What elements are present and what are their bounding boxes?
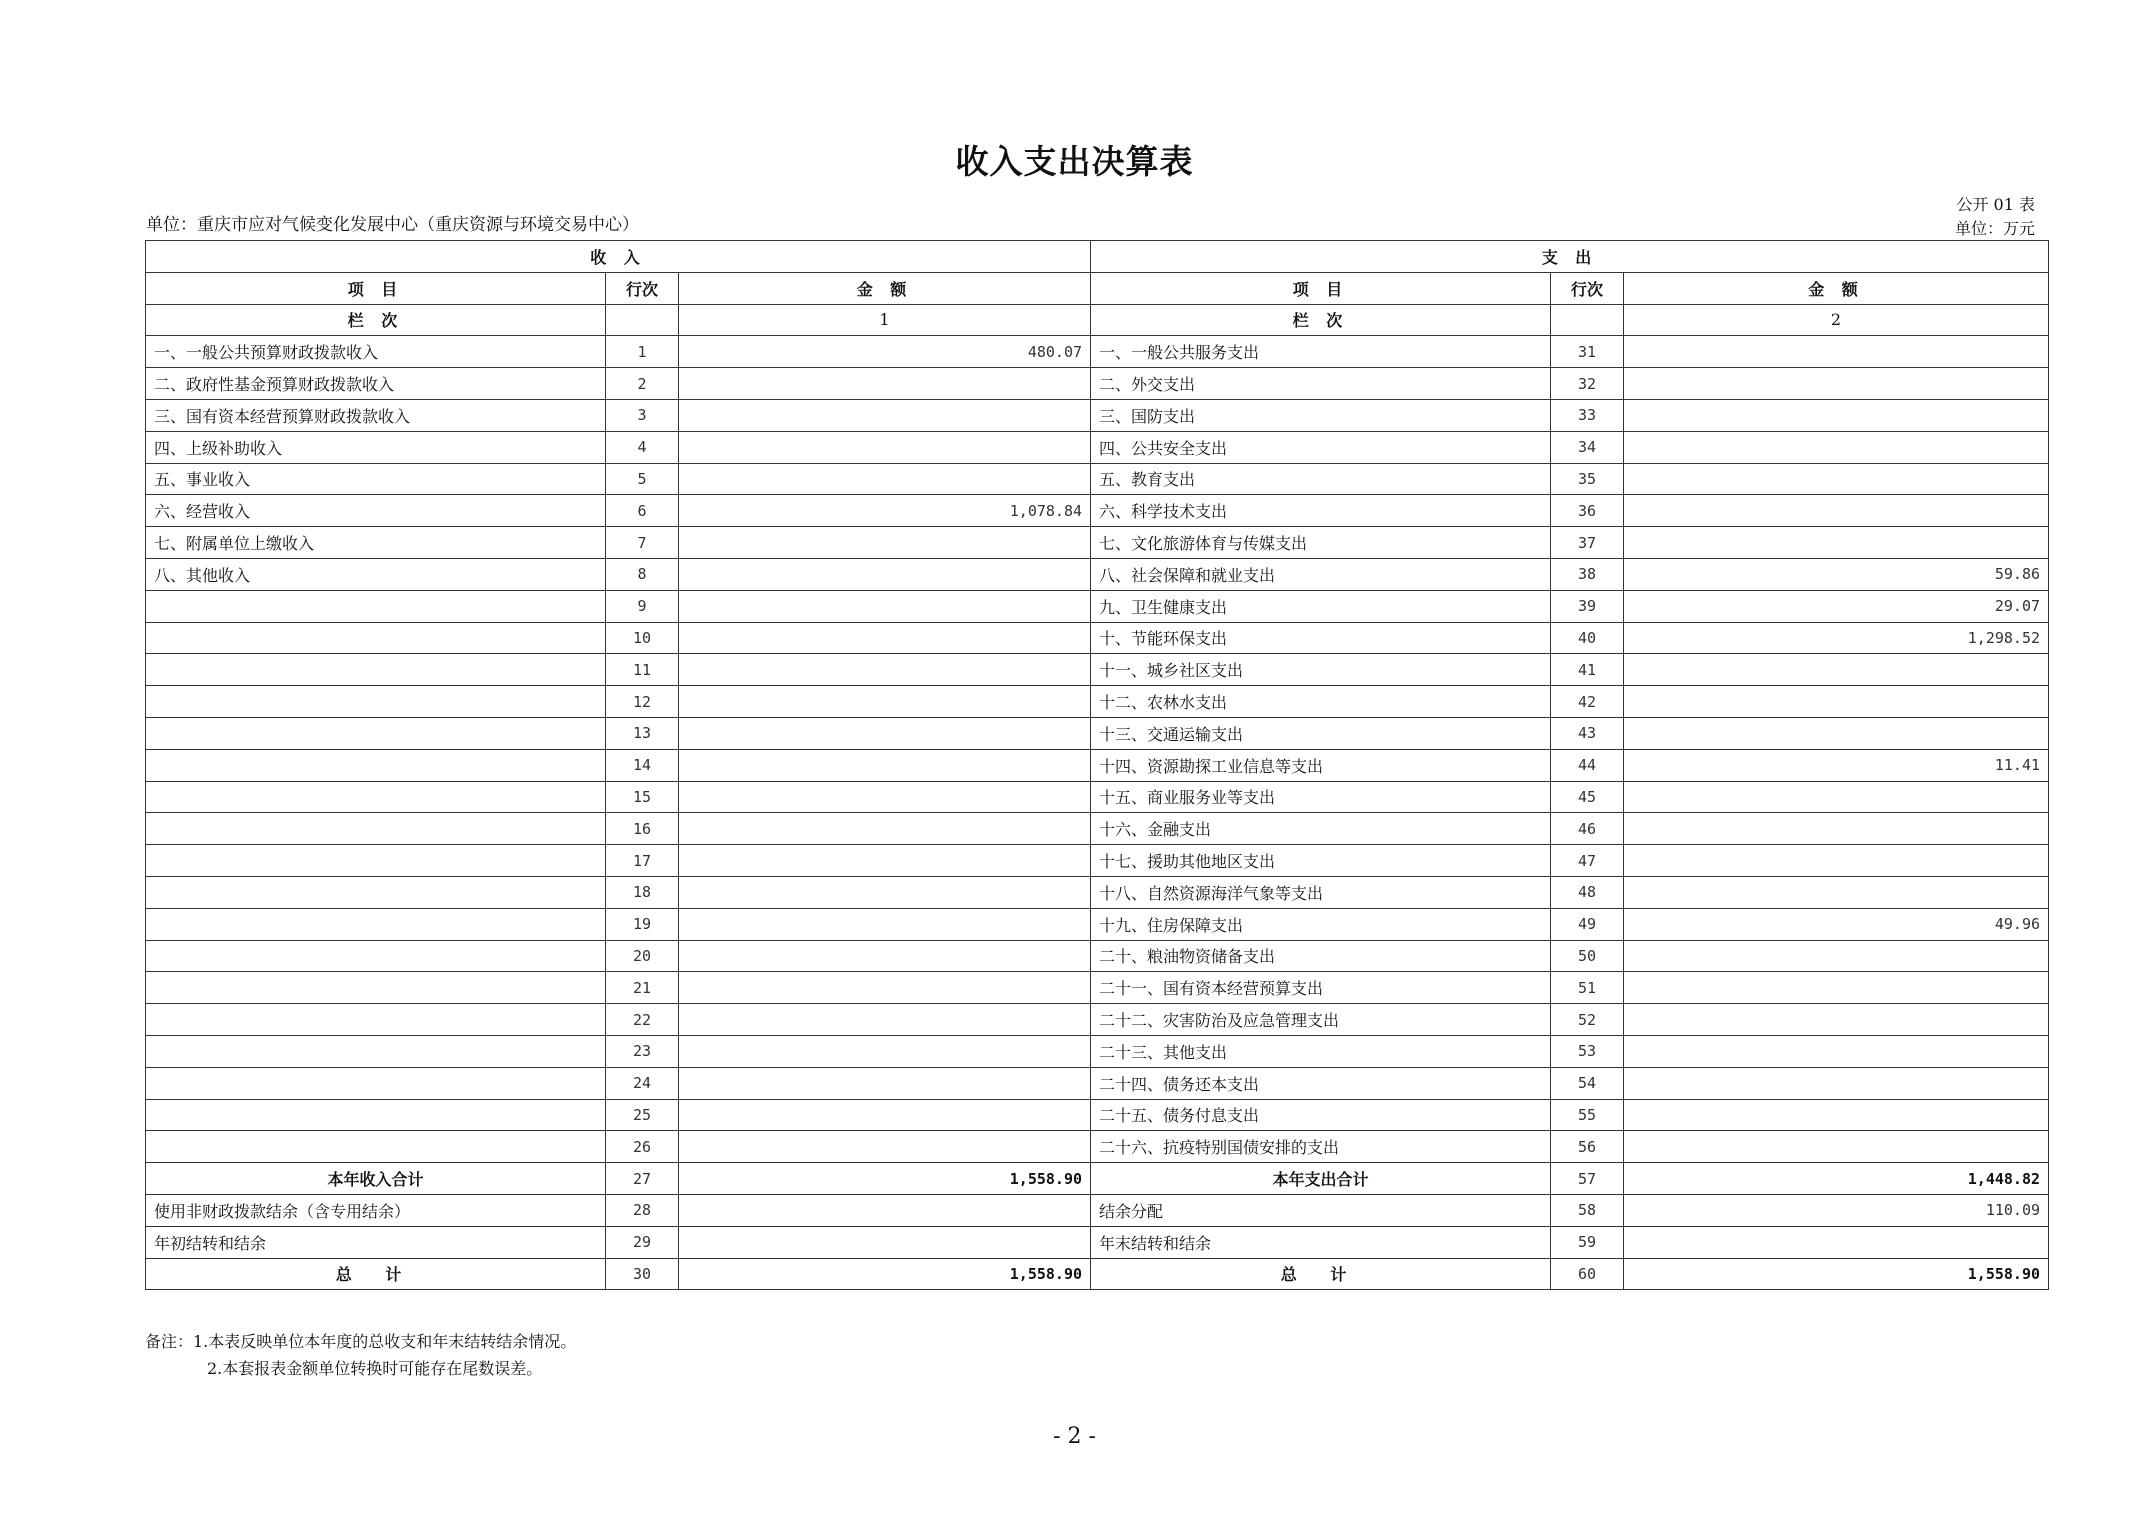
income-amount-cell: 480.07 [679,336,1091,368]
table-row [146,527,2049,559]
expense-amount-cell: 1,298.52 [1624,622,2049,654]
income-row-no-cell: 11 [606,654,679,686]
income-amount-cell [679,622,1091,654]
income-amount-cell [679,368,1091,400]
income-amount-cell [679,590,1091,622]
income-amount-cell [679,558,1091,590]
income-row-no-cell: 4 [606,431,679,463]
expense-amount-cell [1624,717,2049,749]
expense-row-no-cell: 44 [1551,749,1624,781]
income-item-cell [146,686,606,718]
income-amount-cell [679,399,1091,431]
income-amount-cell: 1,078.84 [679,495,1091,527]
nonfiscal-surplus-amount [679,1194,1091,1226]
income-amount-cell [679,431,1091,463]
expense-row-no-cell: 36 [1551,495,1624,527]
expense-item-cell: 二十一、国有资本经营预算支出 [1091,972,1551,1004]
income-item-cell: 七、附属单位上缴收入 [146,527,606,559]
grand-expense-total-amount: 1,558.90 [1624,1258,2049,1290]
expense-amount-cell [1624,813,2049,845]
page-number: - 2 - [1053,1424,1096,1449]
income-item-cell [146,813,606,845]
income-amount-cell [679,1035,1091,1067]
income-amount-cell [679,686,1091,718]
note-2: 2.本套报表金额单位转换时可能存在尾数误差。 [207,1359,543,1378]
income-amount-cell [679,876,1091,908]
expense-amount-cell [1624,1067,2049,1099]
expense-row-no-cell: 54 [1551,1067,1624,1099]
surplus-row [146,1194,2049,1226]
income-amount-cell [679,845,1091,877]
expense-amount-cell [1624,495,2049,527]
income-expense-table [145,240,2049,1290]
page-title: 收入支出决算表 [955,142,1194,181]
income-item-cell [146,717,606,749]
table-row [146,749,2049,781]
table-row [146,622,2049,654]
expense-amount-header: 金 额 [1624,272,2049,304]
currency-unit: 单位：万元 [1954,219,2035,238]
income-amount-cell [679,654,1091,686]
expense-column-no-label: 栏 次 [1091,304,1551,336]
expense-item-header: 项 目 [1091,272,1551,304]
expense-row-no-cell: 38 [1551,558,1624,590]
expense-row-no-cell: 50 [1551,940,1624,972]
income-item-cell [146,1131,606,1163]
table-row [146,336,2049,368]
expense-row-no-cell: 41 [1551,654,1624,686]
expense-row-no-cell: 43 [1551,717,1624,749]
expense-item-cell: 二十五、债务付息支出 [1091,1099,1551,1131]
income-row-no-cell: 14 [606,749,679,781]
income-item-cell [146,1004,606,1036]
grand-income-total-label: 总 计 [146,1258,606,1290]
grand-total-row [146,1258,2049,1290]
expense-row-no-cell: 55 [1551,1099,1624,1131]
table-row [146,908,2049,940]
income-row-no-cell: 25 [606,1099,679,1131]
income-row-no-cell: 7 [606,527,679,559]
expense-amount-cell [1624,463,2049,495]
table-row [146,813,2049,845]
expense-item-cell: 八、社会保障和就业支出 [1091,558,1551,590]
income-item-cell [146,1067,606,1099]
expense-item-cell: 十一、城乡社区支出 [1091,654,1551,686]
table-row [146,940,2049,972]
income-amount-cell [679,1131,1091,1163]
expense-row-no-cell: 33 [1551,399,1624,431]
expense-item-cell: 十三、交通运输支出 [1091,717,1551,749]
year-expense-total-no: 57 [1551,1163,1624,1195]
income-amount-cell [679,1099,1091,1131]
grand-income-total-no: 30 [606,1258,679,1290]
income-amount-cell [679,781,1091,813]
expense-item-cell: 十、节能环保支出 [1091,622,1551,654]
expense-amount-cell [1624,845,2049,877]
expense-amount-cell [1624,1004,2049,1036]
expense-column-no-blank [1551,304,1624,336]
income-amount-cell [679,972,1091,1004]
table-row [146,781,2049,813]
expense-item-cell: 四、公共安全支出 [1091,431,1551,463]
table-row [146,876,2049,908]
income-item-cell [146,781,606,813]
beginning-carryover-amount [679,1226,1091,1258]
income-amount-cell [679,1067,1091,1099]
expense-row-no-cell: 52 [1551,1004,1624,1036]
expense-row-no-cell: 46 [1551,813,1624,845]
income-item-cell [146,654,606,686]
notes [145,1328,576,1382]
surplus-distribution-amount: 110.09 [1624,1194,2049,1226]
year-expense-total-label: 本年支出合计 [1091,1163,1551,1195]
column-number-row [146,304,2049,336]
expense-amount-cell [1624,654,2049,686]
income-row-no-cell: 16 [606,813,679,845]
expense-amount-cell [1624,336,2049,368]
income-item-cell [146,1035,606,1067]
expense-item-cell: 十八、自然资源海洋气象等支出 [1091,876,1551,908]
expense-item-cell: 二十四、债务还本支出 [1091,1067,1551,1099]
expense-amount-cell [1624,399,2049,431]
ending-carryover-amount [1624,1226,2049,1258]
income-column-no-blank [606,304,679,336]
income-row-no-cell: 20 [606,940,679,972]
table-row [146,558,2049,590]
expense-row-no-cell: 32 [1551,368,1624,400]
table-row [146,1131,2049,1163]
expense-row-no-cell: 34 [1551,431,1624,463]
table-row [146,463,2049,495]
year-income-total-amount: 1,558.90 [679,1163,1091,1195]
expense-item-cell: 三、国防支出 [1091,399,1551,431]
income-row-no-cell: 21 [606,972,679,1004]
income-row-no-cell: 2 [606,368,679,400]
income-row-no-cell: 24 [606,1067,679,1099]
nonfiscal-surplus-label: 使用非财政拨款结余（含专用结余） [146,1194,606,1226]
expense-row-no-cell: 56 [1551,1131,1624,1163]
expense-amount-cell [1624,876,2049,908]
grand-income-total-amount: 1,558.90 [679,1258,1091,1290]
table-row [146,972,2049,1004]
expense-row-no-cell: 37 [1551,527,1624,559]
income-amount-cell [679,940,1091,972]
expense-row-no-cell: 53 [1551,1035,1624,1067]
expense-item-cell: 七、文化旅游体育与传媒支出 [1091,527,1551,559]
expense-item-cell: 十六、金融支出 [1091,813,1551,845]
carryover-row [146,1226,2049,1258]
income-row-no-cell: 19 [606,908,679,940]
form-number: 公开 01 表 [1956,195,2035,214]
income-amount-cell [679,813,1091,845]
table-row [146,1004,2049,1036]
expense-amount-cell [1624,1099,2049,1131]
expense-item-cell: 六、科学技术支出 [1091,495,1551,527]
section-header-row [146,241,2049,273]
income-row-no-cell: 15 [606,781,679,813]
income-row-no-header: 行次 [606,272,679,304]
expense-amount-cell [1624,1131,2049,1163]
income-row-no-cell: 3 [606,399,679,431]
income-row-no-cell: 6 [606,495,679,527]
grand-expense-total-no: 60 [1551,1258,1624,1290]
income-amount-cell [679,717,1091,749]
expense-item-cell: 二十六、抗疫特别国债安排的支出 [1091,1131,1551,1163]
expense-item-cell: 十七、援助其他地区支出 [1091,845,1551,877]
expense-item-cell: 十九、住房保障支出 [1091,908,1551,940]
expense-row-no-header: 行次 [1551,272,1624,304]
year-income-total-no: 27 [606,1163,679,1195]
surplus-distribution-label: 结余分配 [1091,1194,1551,1226]
nonfiscal-surplus-no: 28 [606,1194,679,1226]
income-item-cell: 三、国有资本经营预算财政拨款收入 [146,399,606,431]
income-item-cell [146,749,606,781]
income-amount-cell [679,463,1091,495]
income-row-no-cell: 22 [606,1004,679,1036]
expense-item-cell: 五、教育支出 [1091,463,1551,495]
table-row [146,717,2049,749]
income-item-cell [146,1099,606,1131]
ending-carryover-label: 年末结转和结余 [1091,1226,1551,1258]
year-total-row [146,1163,2049,1195]
income-row-no-cell: 18 [606,876,679,908]
income-item-cell [146,590,606,622]
income-row-no-cell: 9 [606,590,679,622]
table-row [146,1099,2049,1131]
income-item-cell: 二、政府性基金预算财政拨款收入 [146,368,606,400]
column-header-row [146,272,2049,304]
expense-row-no-cell: 31 [1551,336,1624,368]
ending-carryover-no: 59 [1551,1226,1624,1258]
income-item-header: 项 目 [146,272,606,304]
expense-item-cell: 二十二、灾害防治及应急管理支出 [1091,1004,1551,1036]
income-item-cell: 四、上级补助收入 [146,431,606,463]
income-row-no-cell: 26 [606,1131,679,1163]
expense-amount-cell [1624,1035,2049,1067]
income-row-no-cell: 12 [606,686,679,718]
income-amount-header: 金 额 [679,272,1091,304]
income-row-no-cell: 1 [606,336,679,368]
income-item-cell [146,622,606,654]
expense-row-no-cell: 45 [1551,781,1624,813]
table-row [146,431,2049,463]
expense-amount-cell [1624,940,2049,972]
income-amount-cell [679,908,1091,940]
expense-row-no-cell: 40 [1551,622,1624,654]
income-row-no-cell: 17 [606,845,679,877]
income-section-header: 收 入 [146,241,1091,273]
expense-amount-cell [1624,972,2049,1004]
note-1: 备注：1.本表反映单位本年度的总收支和年末结转结余情况。 [145,1332,577,1351]
expense-row-no-cell: 48 [1551,876,1624,908]
table-row [146,495,2049,527]
year-expense-total-amount: 1,448.82 [1624,1163,2049,1195]
table-row [146,590,2049,622]
expense-section-header: 支 出 [1091,241,2049,273]
income-item-cell: 六、经营收入 [146,495,606,527]
income-item-cell [146,908,606,940]
expense-amount-cell [1624,686,2049,718]
income-item-cell [146,876,606,908]
income-row-no-cell: 10 [606,622,679,654]
expense-row-no-cell: 47 [1551,845,1624,877]
table-row [146,1035,2049,1067]
income-column-no-label: 栏 次 [146,304,606,336]
income-amount-cell [679,749,1091,781]
expense-item-cell: 二十、粮油物资储备支出 [1091,940,1551,972]
grand-expense-total-label: 总 计 [1091,1258,1551,1290]
expense-amount-cell: 11.41 [1624,749,2049,781]
income-item-cell: 八、其他收入 [146,558,606,590]
income-row-no-cell: 23 [606,1035,679,1067]
expense-item-cell: 十四、资源勘探工业信息等支出 [1091,749,1551,781]
expense-row-no-cell: 51 [1551,972,1624,1004]
expense-row-no-cell: 39 [1551,590,1624,622]
table-row [146,845,2049,877]
year-income-total-label: 本年收入合计 [146,1163,606,1195]
income-row-no-cell: 13 [606,717,679,749]
expense-row-no-cell: 42 [1551,686,1624,718]
table-row [146,399,2049,431]
expense-item-cell: 十五、商业服务业等支出 [1091,781,1551,813]
income-row-no-cell: 5 [606,463,679,495]
table-row [146,686,2049,718]
income-amount-cell [679,527,1091,559]
expense-amount-cell [1624,527,2049,559]
expense-amount-cell: 59.86 [1624,558,2049,590]
expense-item-cell: 九、卫生健康支出 [1091,590,1551,622]
expense-amount-cell: 29.07 [1624,590,2049,622]
income-column-no: 1 [679,304,1091,336]
income-item-cell [146,940,606,972]
expense-item-cell: 十二、农林水支出 [1091,686,1551,718]
income-item-cell: 五、事业收入 [146,463,606,495]
income-item-cell [146,972,606,1004]
expense-row-no-cell: 49 [1551,908,1624,940]
expense-amount-cell [1624,431,2049,463]
expense-item-cell: 一、一般公共服务支出 [1091,336,1551,368]
expense-item-cell: 二十三、其他支出 [1091,1035,1551,1067]
expense-amount-cell [1624,368,2049,400]
expense-amount-cell [1624,781,2049,813]
surplus-distribution-no: 58 [1551,1194,1624,1226]
table-row [146,654,2049,686]
expense-amount-cell: 49.96 [1624,908,2049,940]
expense-row-no-cell: 35 [1551,463,1624,495]
income-row-no-cell: 8 [606,558,679,590]
table-row [146,368,2049,400]
expense-item-cell: 二、外交支出 [1091,368,1551,400]
beginning-carryover-no: 29 [606,1226,679,1258]
income-amount-cell [679,1004,1091,1036]
reporting-unit: 单位：重庆市应对气候变化发展中心（重庆资源与环境交易中心） [146,215,639,235]
income-item-cell: 一、一般公共预算财政拨款收入 [146,336,606,368]
beginning-carryover-label: 年初结转和结余 [146,1226,606,1258]
expense-column-no: 2 [1624,304,2049,336]
table-row [146,1067,2049,1099]
income-item-cell [146,845,606,877]
